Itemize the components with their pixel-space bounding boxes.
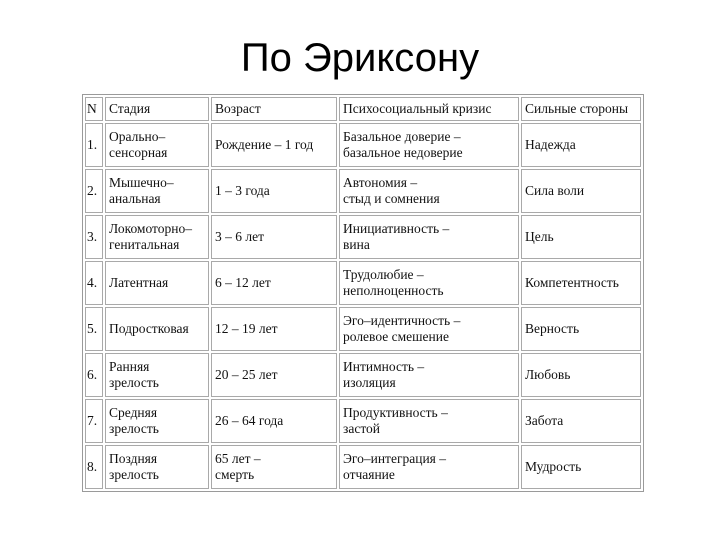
cell-crisis [339,445,519,489]
header-stage: Стадия [105,97,209,121]
age-line: 26 – 64 года [215,413,284,428]
age-line: 20 – 25 лет [215,367,278,382]
table-row [85,169,641,213]
crisis-line: неполноценность [343,283,444,298]
cell-age [211,169,337,213]
cell-crisis [339,169,519,213]
crisis-line: изоляция [343,375,396,390]
cell-crisis [339,353,519,397]
cell-number: 4. [85,261,103,305]
crisis-line: Продуктивность – [343,405,448,420]
table-row [85,307,641,351]
crisis-line: Трудолюбие – [343,267,424,282]
crisis-line: вина [343,237,370,252]
stage-line: анальная [109,191,161,206]
age-line: Рождение – 1 год [215,137,314,152]
stage-line: Локомоторно– [109,221,192,236]
cell-stage [105,215,209,259]
cell-number: 7. [85,399,103,443]
crisis-line: Эго–идентичность – [343,313,461,328]
crisis-line: отчаяние [343,467,395,482]
header-number: N [85,97,103,121]
cell-number: 1. [85,123,103,167]
crisis-line: Эго–интеграция – [343,451,447,466]
cell-strength: Забота [521,399,641,443]
crisis-line: ролевое смешение [343,329,449,344]
cell-age [211,445,337,489]
cell-number: 2. [85,169,103,213]
table-row [85,215,641,259]
header-crisis: Психосоциальный кризис [339,97,519,121]
cell-stage [105,261,209,305]
age-line: 65 лет – [215,451,261,466]
cell-crisis [339,215,519,259]
cell-crisis [339,307,519,351]
cell-strength: Мудрость [521,445,641,489]
cell-stage [105,445,209,489]
cell-age [211,215,337,259]
table-header-row [85,97,641,121]
table-row [85,445,641,489]
stage-line: Ранняя [109,359,150,374]
crisis-line: Автономия – [343,175,418,190]
slide-title: По Эриксону [240,36,480,80]
crisis-line: Интимность – [343,359,425,374]
crisis-line: стыд и сомнения [343,191,440,206]
cell-strength: Любовь [521,353,641,397]
cell-strength: Цель [521,215,641,259]
header-age: Возраст [211,97,337,121]
stage-line: зрелость [109,421,159,436]
cell-number: 3. [85,215,103,259]
cell-stage [105,123,209,167]
cell-stage [105,307,209,351]
table-row [85,123,641,167]
cell-number: 6. [85,353,103,397]
cell-number: 8. [85,445,103,489]
cell-age [211,399,337,443]
cell-age [211,123,337,167]
header-strength: Сильные стороны [521,97,641,121]
cell-stage [105,353,209,397]
stage-line: Подростковая [109,321,189,336]
cell-strength: Надежда [521,123,641,167]
cell-age [211,307,337,351]
stage-line: Поздняя [109,451,158,466]
cell-number: 5. [85,307,103,351]
stage-line: зрелость [109,375,159,390]
cell-crisis [339,123,519,167]
cell-crisis [339,261,519,305]
age-line: смерть [215,467,255,482]
age-line: 1 – 3 года [215,183,270,198]
stage-line: генитальная [109,237,180,252]
stage-line: Орально– [109,129,166,144]
cell-age [211,261,337,305]
table-row [85,399,641,443]
age-line: 6 – 12 лет [215,275,271,290]
cell-strength: Сила воли [521,169,641,213]
erikson-stages-table [82,94,644,492]
cell-strength: Верность [521,307,641,351]
crisis-line: Базальное доверие – [343,129,461,144]
cell-strength: Компетентность [521,261,641,305]
table-row [85,353,641,397]
crisis-line: застой [343,421,381,436]
cell-age [211,353,337,397]
crisis-line: Инициативность – [343,221,450,236]
cell-crisis [339,399,519,443]
stage-line: Средняя [109,405,158,420]
table-row [85,261,641,305]
cell-stage [105,399,209,443]
stage-line: зрелость [109,467,159,482]
stage-line: Мышечно– [109,175,174,190]
age-line: 3 – 6 лет [215,229,265,244]
cell-stage [105,169,209,213]
age-line: 12 – 19 лет [215,321,278,336]
stage-line: сенсорная [109,145,168,160]
stage-line: Латентная [109,275,169,290]
crisis-line: базальное недоверие [343,145,463,160]
